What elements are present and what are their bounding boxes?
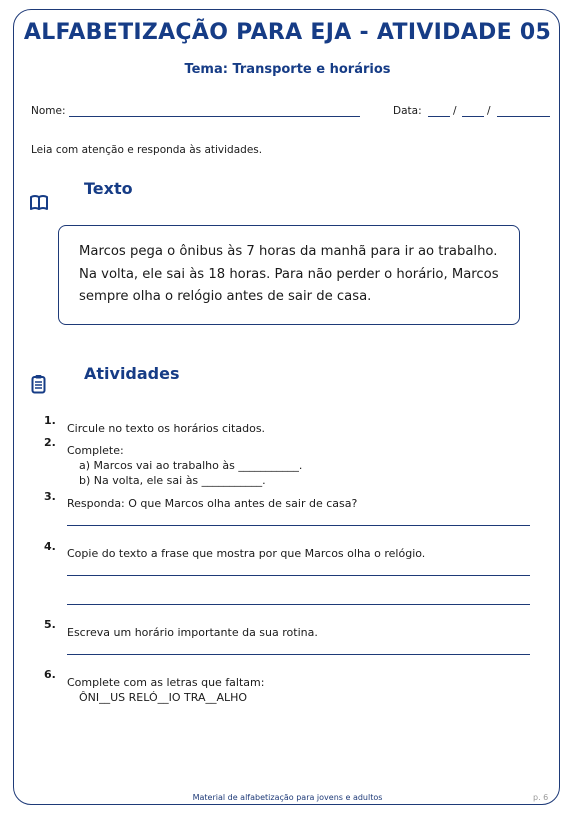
question-text: Complete com as letras que faltam: xyxy=(67,676,265,689)
answer-line[interactable] xyxy=(67,575,530,576)
question-subitem: a) Marcos vai ao trabalho às ___________. xyxy=(79,459,303,472)
reading-text-box xyxy=(58,225,520,325)
fill-in-letters: ÔNI__US RELÓ__IO TRA__ALHO xyxy=(79,691,248,704)
question-subitem: b) Na volta, ele sai às ___________. xyxy=(79,474,266,487)
name-label: Nome: xyxy=(31,105,66,117)
date-year-field[interactable] xyxy=(497,116,550,117)
question-text: Responda: O que Marcos olha antes de sair de casa? xyxy=(67,497,358,510)
worksheet-title: ALFABETIZAÇÃO PARA EJA - ATIVIDADE 05 xyxy=(23,20,552,45)
question-text: Complete: xyxy=(67,444,124,457)
question-text: Escreva um horário importante da sua rotina. xyxy=(67,626,318,639)
section-heading-texto: Texto xyxy=(84,179,133,198)
worksheet-subtitle: Tema: Transporte e horários xyxy=(184,62,391,77)
date-separator: / xyxy=(453,105,457,117)
question-text: Copie do texto a frase que mostra por que Marcos olha o relógio. xyxy=(67,547,426,560)
clipboard-icon xyxy=(31,374,46,398)
question-number: 6. xyxy=(44,668,56,681)
answer-line[interactable] xyxy=(67,654,530,655)
date-month-field[interactable] xyxy=(462,116,484,117)
date-day-field[interactable] xyxy=(428,116,450,117)
instructions: Leia com atenção e responda às atividades. xyxy=(31,144,263,156)
footer-text: Material de alfabetização para jovens e adultos xyxy=(192,793,383,802)
answer-line[interactable] xyxy=(67,525,530,526)
reading-line: sempre olha o relógio antes de sair de casa. xyxy=(79,289,372,304)
question-number: 4. xyxy=(44,540,56,553)
book-icon xyxy=(29,194,49,215)
question-number: 1. xyxy=(44,414,56,427)
question-number: 2. xyxy=(44,436,56,449)
reading-line: Marcos pega o ônibus às 7 horas da manhã para ir ao trabalho. xyxy=(79,244,498,259)
date-label: Data: xyxy=(393,105,422,117)
question-number: 3. xyxy=(44,490,56,503)
reading-line: Na volta, ele sai às 18 horas. Para não perder o horário, Marcos xyxy=(79,266,499,282)
date-separator: / xyxy=(487,105,491,117)
question-number: 5. xyxy=(44,618,56,631)
section-heading-atividades: Atividades xyxy=(84,364,180,383)
question-text: Circule no texto os horários citados. xyxy=(67,422,266,435)
name-field[interactable] xyxy=(69,116,360,117)
page-number: p. 6 xyxy=(533,793,549,802)
answer-line[interactable] xyxy=(67,604,530,605)
